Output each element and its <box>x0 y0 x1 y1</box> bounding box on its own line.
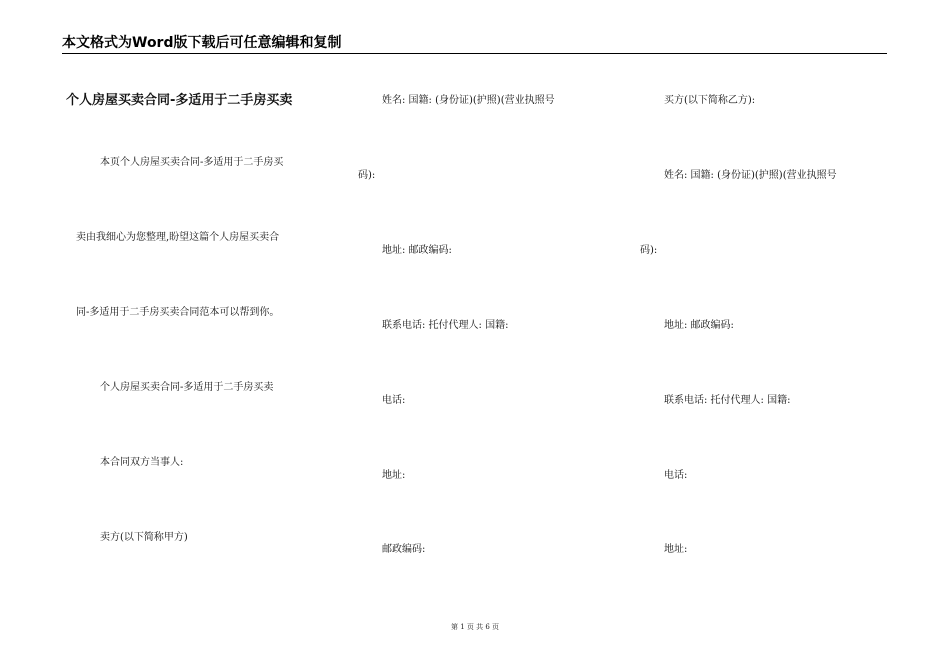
col1-line-5: 本合同双方当事人: <box>100 457 184 468</box>
col3-line-2: 姓名: 国籍: (身份证)(护照)(营业执照号 <box>664 170 837 181</box>
col1-line-6: 卖方(以下简称甲方) <box>100 532 188 543</box>
col2-line-1: 姓名: 国籍: (身份证)(护照)(营业执照号 <box>382 95 555 106</box>
col3-line-5: 联系电话: 托付代理人: 国籍: <box>664 395 791 406</box>
page-number: 第 1 页 共 6 页 <box>450 623 500 631</box>
col3-line-6: 电话: <box>664 470 688 481</box>
col2-line-5: 电话: <box>382 395 406 406</box>
col3-line-4: 地址: 邮政编码: <box>664 320 734 331</box>
col1-line-3: 同-多适用于二手房买卖合同范本可以帮到你。 <box>76 307 280 318</box>
col2-line-3: 地址: 邮政编码: <box>382 245 452 256</box>
col2-line-6: 地址: <box>382 470 406 481</box>
col2-line-2: 码): <box>358 170 376 181</box>
col3-line-3: 码): <box>640 245 658 256</box>
col1-line-1: 本页个人房屋买卖合同-多适用于二手房买 <box>100 157 284 168</box>
document-header: 本文格式为Word版下载后可任意编辑和复制 <box>62 34 887 54</box>
col1-line-2: 卖由我细心为您整理,盼望这篇个人房屋买卖合 <box>76 232 280 243</box>
col3-line-7: 地址: <box>664 544 688 555</box>
col2-line-7: 邮政编码: <box>382 544 426 555</box>
col2-line-4: 联系电话: 托付代理人: 国籍: <box>382 320 509 331</box>
document-title: 个人房屋买卖合同-多适用于二手房买卖 <box>66 93 293 108</box>
col3-line-1: 买方(以下简称乙方): <box>664 95 756 106</box>
col1-line-4: 个人房屋买卖合同-多适用于二手房买卖 <box>100 382 274 393</box>
